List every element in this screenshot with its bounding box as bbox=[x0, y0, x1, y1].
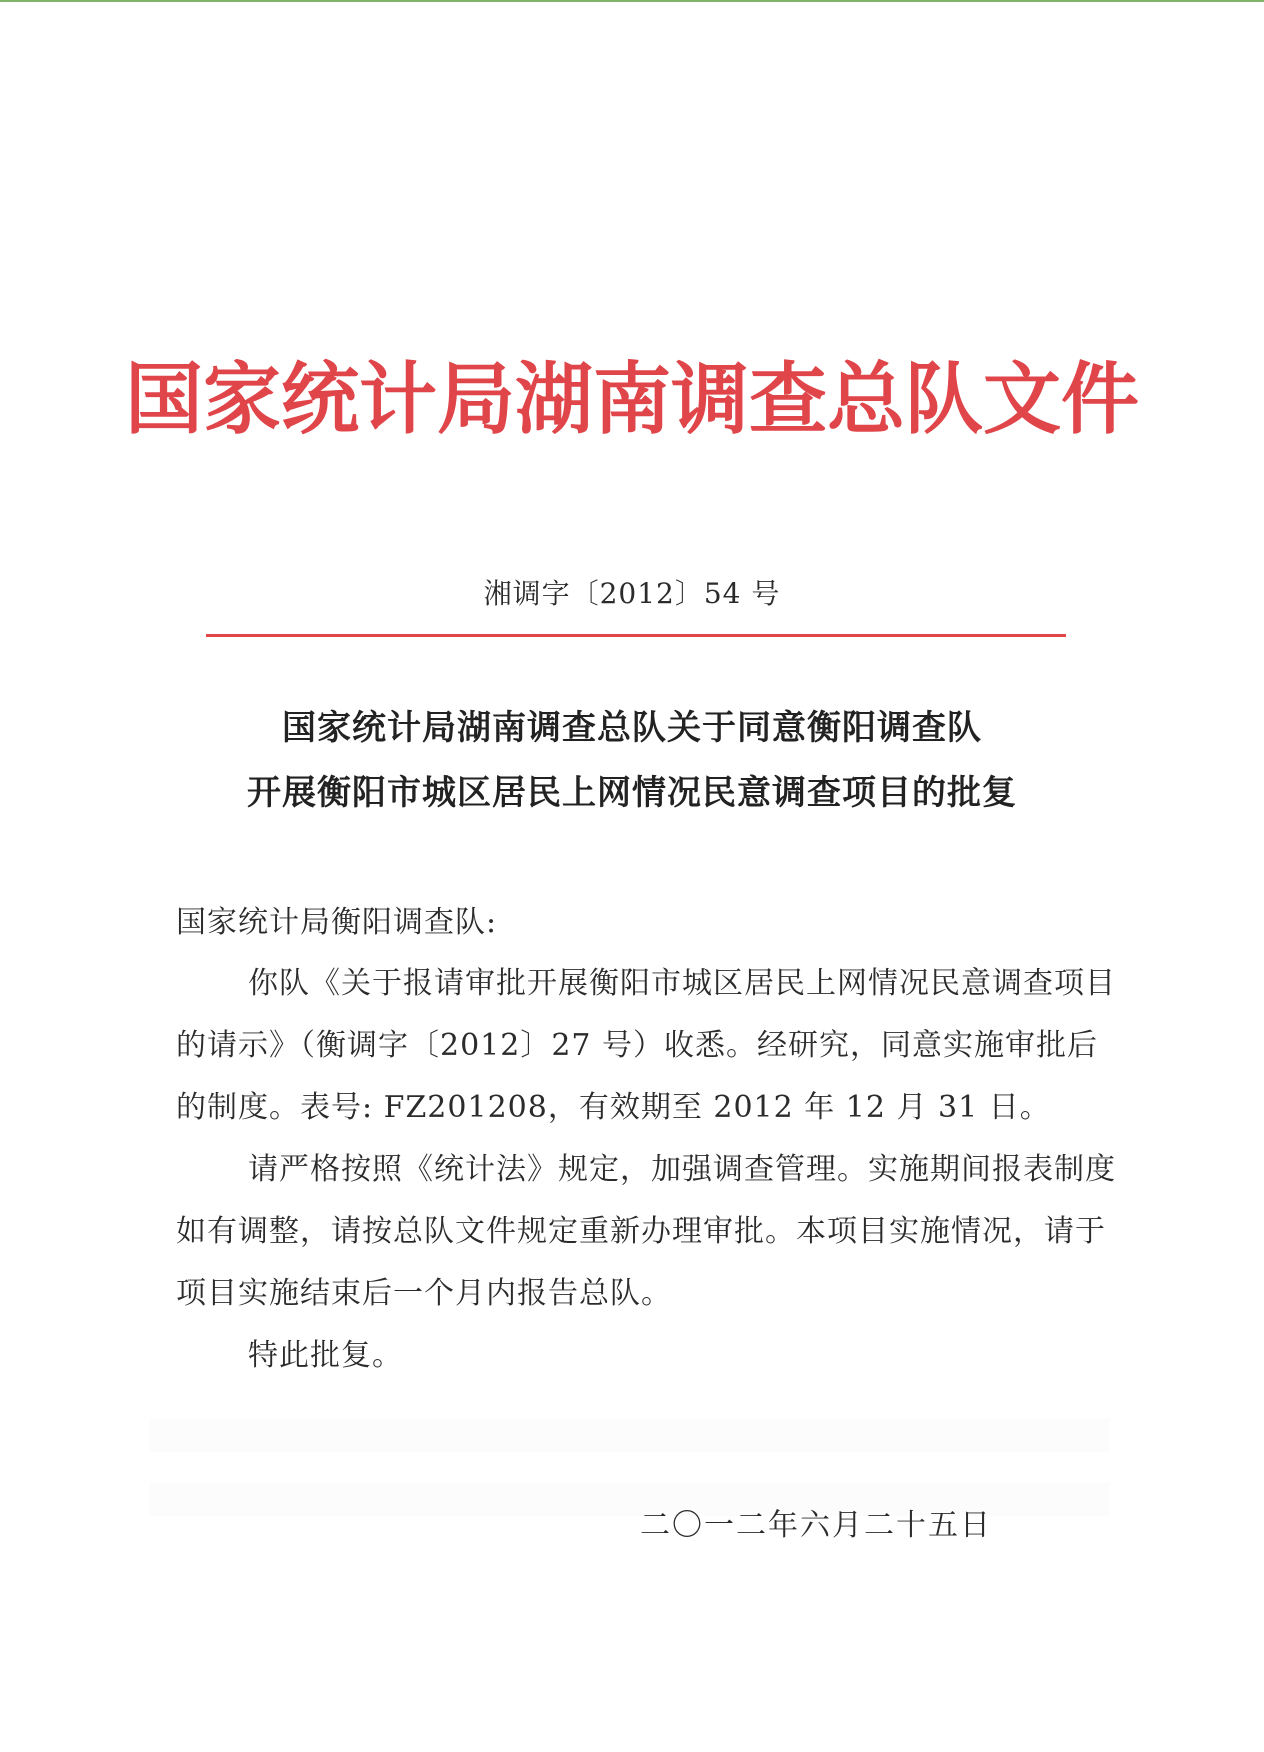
faint-scan-mark bbox=[150, 1418, 1110, 1452]
subject-title-line-2: 开展衡阳市城区居民上网情况民意调查项目的批复 bbox=[247, 773, 1017, 813]
red-separator-rule bbox=[206, 634, 1066, 637]
body-paragraph bbox=[176, 953, 1116, 1139]
document-header-title: 国家统计局湖南调查总队文件 bbox=[124, 355, 1139, 445]
paragraph-text: 特此批复。 bbox=[248, 1338, 403, 1373]
addressee: 国家统计局衡阳调查队: bbox=[176, 905, 498, 940]
document-number: 湘调字〔2012〕54 号 bbox=[483, 577, 781, 610]
paragraph-text: 你队《关于报请审批开展衡阳市城区居民上网情况民意调查项目的请示》（衡调字〔2012〕27 号）收悉。经研究，同意实施审批后的制度。表号: FZ201208，有效期至 2012 年 12 月 31 日。 bbox=[176, 966, 1116, 1125]
body-paragraph bbox=[176, 1139, 1116, 1325]
issue-date: 二〇一二年六月二十五日 bbox=[640, 1508, 992, 1543]
top-edge-strip bbox=[0, 0, 1264, 2]
body-paragraph bbox=[176, 1325, 1116, 1387]
subject-title-line-1: 国家统计局湖南调查总队关于同意衡阳调查队 bbox=[282, 708, 982, 748]
paragraph-text: 请严格按照《统计法》规定，加强调查管理。实施期间报表制度如有调整，请按总队文件规定重新办理审批。本项目实施情况，请于项目实施结束后一个月内报告总队。 bbox=[176, 1152, 1116, 1311]
